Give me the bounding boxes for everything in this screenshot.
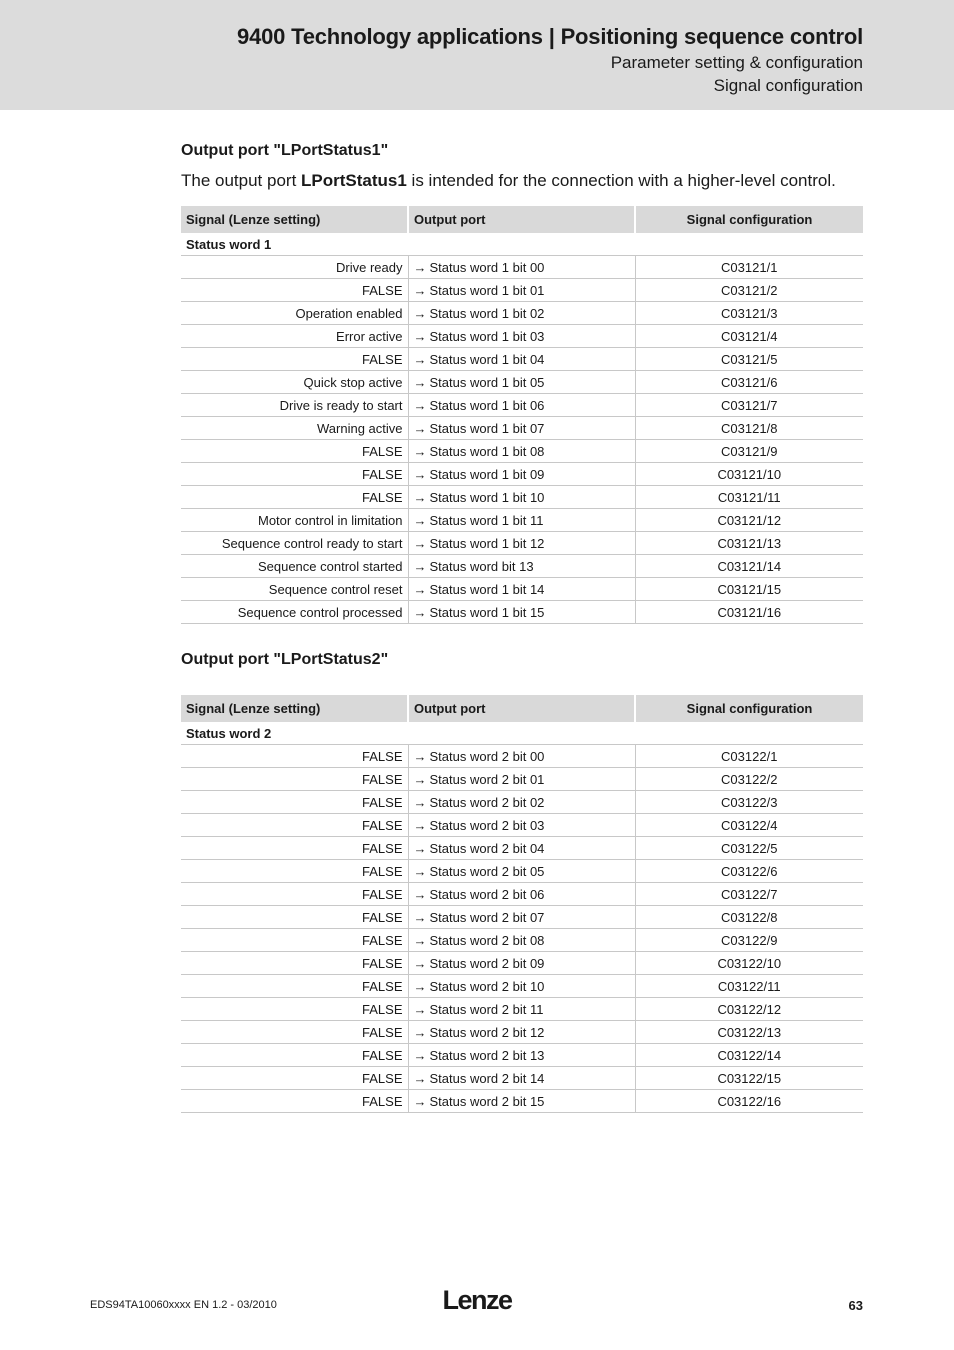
signal-cell: FALSE — [181, 1021, 408, 1044]
signal-configuration-cell: C03122/9 — [635, 929, 863, 952]
arrow-right-icon: → — [413, 748, 427, 764]
table-row — [181, 394, 863, 417]
arrow-right-icon: → — [413, 932, 427, 948]
table-group-row — [181, 722, 863, 745]
table-row — [181, 509, 863, 532]
output-port-label: Status word 1 bit 14 — [429, 581, 545, 597]
output-port-cell — [408, 906, 635, 929]
signal-cell: FALSE — [181, 348, 408, 371]
table-row — [181, 417, 863, 440]
signal-cell: Sequence control ready to start — [181, 532, 408, 555]
column-header-signal: Signal (Lenze setting) — [181, 695, 408, 722]
output-port-cell — [408, 998, 635, 1021]
table-row — [181, 1044, 863, 1067]
svg-text:Lenze: Lenze — [442, 1285, 512, 1315]
output-port-cell — [408, 325, 635, 348]
table-header-row — [181, 695, 863, 722]
output-port-label: Status word 2 bit 00 — [429, 748, 545, 764]
signal-cell: FALSE — [181, 768, 408, 791]
arrow-right-icon: → — [413, 817, 427, 833]
signal-cell: FALSE — [181, 906, 408, 929]
table-row — [181, 745, 863, 768]
table-row — [181, 348, 863, 371]
output-port-label: Status word 1 bit 10 — [429, 489, 545, 505]
output-port-cell — [408, 394, 635, 417]
signal-cell: FALSE — [181, 860, 408, 883]
signal-cell: FALSE — [181, 952, 408, 975]
signal-cell: Operation enabled — [181, 302, 408, 325]
signal-cell: Sequence control processed — [181, 601, 408, 624]
signal-configuration-cell: C03121/10 — [635, 463, 863, 486]
signal-table-status-word-2 — [181, 695, 863, 1113]
output-port-cell — [408, 509, 635, 532]
signal-configuration-cell: C03122/5 — [635, 837, 863, 860]
table-row — [181, 929, 863, 952]
page-number: 63 — [848, 1298, 863, 1313]
output-port-label: Status word 1 bit 11 — [429, 512, 544, 528]
signal-configuration-cell: C03122/16 — [635, 1090, 863, 1113]
arrow-right-icon: → — [413, 771, 427, 787]
signal-configuration-cell: C03122/15 — [635, 1067, 863, 1090]
signal-cell: FALSE — [181, 440, 408, 463]
output-port-cell — [408, 532, 635, 555]
column-header-signal-configuration: Signal configuration — [635, 695, 863, 722]
arrow-right-icon: → — [413, 535, 427, 551]
output-port-cell — [408, 578, 635, 601]
signal-cell: Error active — [181, 325, 408, 348]
signal-configuration-cell: C03121/1 — [635, 256, 863, 279]
arrow-right-icon: → — [413, 351, 427, 367]
output-port-cell — [408, 463, 635, 486]
output-port-label: Status word 2 bit 11 — [429, 1001, 544, 1017]
arrow-right-icon: → — [413, 886, 427, 902]
signal-cell: Drive ready — [181, 256, 408, 279]
signal-configuration-cell: C03121/11 — [635, 486, 863, 509]
arrow-right-icon: → — [413, 489, 427, 505]
output-port-label: Status word 1 bit 03 — [429, 328, 545, 344]
signal-configuration-cell: C03122/6 — [635, 860, 863, 883]
signal-cell: Drive is ready to start — [181, 394, 408, 417]
output-port-label: Status word 2 bit 03 — [429, 817, 545, 833]
output-port-cell — [408, 601, 635, 624]
signal-configuration-cell: C03121/13 — [635, 532, 863, 555]
signal-cell: Quick stop active — [181, 371, 408, 394]
signal-cell: FALSE — [181, 998, 408, 1021]
signal-cell: FALSE — [181, 1067, 408, 1090]
page-title: 9400 Technology applications | Positioning sequence control — [237, 24, 863, 49]
arrow-right-icon: → — [413, 397, 427, 413]
table-row — [181, 486, 863, 509]
output-port-label: Status word 1 bit 01 — [429, 282, 545, 298]
output-port-label: Status word 1 bit 05 — [429, 374, 545, 390]
signal-cell: FALSE — [181, 463, 408, 486]
arrow-right-icon: → — [413, 978, 427, 994]
signal-configuration-cell: C03122/2 — [635, 768, 863, 791]
output-port-label: Status word 1 bit 06 — [429, 397, 545, 413]
output-port-label: Status word 2 bit 15 — [429, 1093, 545, 1109]
arrow-right-icon: → — [413, 863, 427, 879]
table-row — [181, 768, 863, 791]
output-port-cell — [408, 837, 635, 860]
arrow-right-icon: → — [413, 794, 427, 810]
output-port-label: Status word 2 bit 06 — [429, 886, 545, 902]
output-port-cell — [408, 279, 635, 302]
signal-configuration-cell: C03122/1 — [635, 745, 863, 768]
output-port-label: Status word 1 bit 07 — [429, 420, 545, 436]
output-port-label: Status word 1 bit 09 — [429, 466, 545, 482]
signal-cell: FALSE — [181, 1044, 408, 1067]
table-row — [181, 837, 863, 860]
arrow-right-icon: → — [413, 443, 427, 459]
arrow-right-icon: → — [413, 282, 427, 298]
table-row — [181, 601, 863, 624]
arrow-right-icon: → — [413, 955, 427, 971]
output-port-cell — [408, 1090, 635, 1113]
output-port-label: Status word 2 bit 12 — [429, 1024, 545, 1040]
table-row — [181, 256, 863, 279]
output-port-label: Status word 2 bit 01 — [429, 771, 545, 787]
signal-cell: FALSE — [181, 791, 408, 814]
breadcrumb-parameter-setting: Parameter setting & configuration — [610, 53, 863, 72]
signal-configuration-cell: C03121/2 — [635, 279, 863, 302]
output-port-cell — [408, 975, 635, 998]
table-row — [181, 532, 863, 555]
arrow-right-icon: → — [413, 305, 427, 321]
signal-configuration-cell: C03121/4 — [635, 325, 863, 348]
signal-configuration-cell: C03122/4 — [635, 814, 863, 837]
signal-cell: Motor control in limitation — [181, 509, 408, 532]
output-port-cell — [408, 417, 635, 440]
column-header-signal: Signal (Lenze setting) — [181, 206, 408, 233]
document-id: EDS94TA10060xxxx EN 1.2 - 03/2010 — [90, 1299, 277, 1311]
table-row — [181, 883, 863, 906]
arrow-right-icon: → — [413, 1070, 427, 1086]
signal-configuration-cell: C03122/11 — [635, 975, 863, 998]
signal-configuration-cell: C03122/3 — [635, 791, 863, 814]
lenze-logo — [437, 1285, 517, 1315]
table-row — [181, 906, 863, 929]
signal-cell: FALSE — [181, 929, 408, 952]
output-port-cell — [408, 440, 635, 463]
output-port-label: Status word 2 bit 05 — [429, 863, 545, 879]
output-port-cell — [408, 555, 635, 578]
table-row — [181, 791, 863, 814]
signal-cell: FALSE — [181, 1090, 408, 1113]
table-row — [181, 1090, 863, 1113]
signal-cell: FALSE — [181, 279, 408, 302]
section-title-lportstatus1: Output port "LPortStatus1" — [181, 142, 389, 159]
signal-configuration-cell: C03122/10 — [635, 952, 863, 975]
arrow-right-icon: → — [413, 604, 427, 620]
signal-configuration-cell: C03122/13 — [635, 1021, 863, 1044]
signal-configuration-cell: C03121/7 — [635, 394, 863, 417]
signal-cell: Warning active — [181, 417, 408, 440]
signal-table-status-word-1 — [181, 206, 863, 624]
output-port-cell — [408, 929, 635, 952]
output-port-cell — [408, 486, 635, 509]
column-header-signal-configuration: Signal configuration — [635, 206, 863, 233]
output-port-cell — [408, 256, 635, 279]
output-port-label: Status word 1 bit 00 — [429, 259, 545, 275]
table-row — [181, 952, 863, 975]
output-port-cell — [408, 952, 635, 975]
table-row — [181, 1021, 863, 1044]
signal-cell: FALSE — [181, 745, 408, 768]
table-group-row — [181, 233, 863, 256]
signal-configuration-cell: C03122/12 — [635, 998, 863, 1021]
arrow-right-icon: → — [413, 259, 427, 275]
table-row — [181, 440, 863, 463]
output-port-cell — [408, 791, 635, 814]
arrow-right-icon: → — [413, 1093, 427, 1109]
intro-prefix: The output port — [181, 171, 302, 190]
signal-configuration-cell: C03121/6 — [635, 371, 863, 394]
group-label: Status word 2 — [181, 722, 863, 745]
intro-suffix: is intended for the connection with a higher-level control. — [406, 171, 836, 190]
column-header-output-port: Output port — [408, 206, 635, 233]
table-row — [181, 975, 863, 998]
page-header — [0, 0, 954, 110]
arrow-right-icon: → — [413, 512, 427, 528]
output-port-label: Status word 1 bit 02 — [429, 305, 545, 321]
signal-cell: FALSE — [181, 814, 408, 837]
arrow-right-icon: → — [413, 420, 427, 436]
output-port-cell — [408, 745, 635, 768]
arrow-right-icon: → — [413, 581, 427, 597]
signal-configuration-cell: C03121/14 — [635, 555, 863, 578]
output-port-cell — [408, 768, 635, 791]
output-port-label: Status word 1 bit 08 — [429, 443, 545, 459]
output-port-label: Status word 2 bit 09 — [429, 955, 545, 971]
arrow-right-icon: → — [413, 466, 427, 482]
output-port-cell — [408, 348, 635, 371]
table-row — [181, 860, 863, 883]
intro-paragraph — [181, 171, 836, 191]
output-port-label: Status word 2 bit 04 — [429, 840, 545, 856]
output-port-label: Status word 1 bit 15 — [429, 604, 545, 620]
output-port-label: Status word 1 bit 12 — [429, 535, 545, 551]
signal-configuration-cell: C03121/9 — [635, 440, 863, 463]
output-port-label: Status word 2 bit 08 — [429, 932, 545, 948]
arrow-right-icon: → — [413, 1024, 427, 1040]
arrow-right-icon: → — [413, 558, 427, 574]
signal-cell: FALSE — [181, 486, 408, 509]
output-port-cell — [408, 883, 635, 906]
signal-configuration-cell: C03122/8 — [635, 906, 863, 929]
breadcrumb-signal-configuration: Signal configuration — [713, 76, 863, 95]
signal-configuration-cell: C03121/12 — [635, 509, 863, 532]
arrow-right-icon: → — [413, 909, 427, 925]
output-port-label: Status word bit 13 — [429, 558, 534, 574]
table-row — [181, 555, 863, 578]
signal-cell: Sequence control reset — [181, 578, 408, 601]
signal-configuration-cell: C03121/5 — [635, 348, 863, 371]
output-port-label: Status word 2 bit 14 — [429, 1070, 545, 1086]
output-port-label: Status word 2 bit 02 — [429, 794, 545, 810]
arrow-right-icon: → — [413, 374, 427, 390]
output-port-cell — [408, 1067, 635, 1090]
signal-configuration-cell: C03122/14 — [635, 1044, 863, 1067]
table-row — [181, 814, 863, 837]
signal-cell: FALSE — [181, 883, 408, 906]
table-row — [181, 371, 863, 394]
arrow-right-icon: → — [413, 328, 427, 344]
column-header-output-port: Output port — [408, 695, 635, 722]
section-title-lportstatus2: Output port "LPortStatus2" — [181, 651, 389, 668]
table-header-row — [181, 206, 863, 233]
output-port-label: Status word 2 bit 13 — [429, 1047, 545, 1063]
table-row — [181, 279, 863, 302]
intro-port-name: LPortStatus1 — [301, 171, 407, 190]
signal-cell: FALSE — [181, 975, 408, 998]
arrow-right-icon: → — [413, 1001, 427, 1017]
table-row — [181, 1067, 863, 1090]
table-row — [181, 463, 863, 486]
output-port-cell — [408, 860, 635, 883]
table-row — [181, 578, 863, 601]
group-label: Status word 1 — [181, 233, 863, 256]
output-port-cell — [408, 1021, 635, 1044]
table-row — [181, 302, 863, 325]
signal-cell: FALSE — [181, 837, 408, 860]
output-port-cell — [408, 302, 635, 325]
signal-cell: Sequence control started — [181, 555, 408, 578]
output-port-label: Status word 2 bit 10 — [429, 978, 545, 994]
signal-configuration-cell: C03121/16 — [635, 601, 863, 624]
output-port-cell — [408, 814, 635, 837]
arrow-right-icon: → — [413, 840, 427, 856]
signal-configuration-cell: C03121/3 — [635, 302, 863, 325]
output-port-label: Status word 2 bit 07 — [429, 909, 545, 925]
output-port-cell — [408, 371, 635, 394]
output-port-cell — [408, 1044, 635, 1067]
output-port-label: Status word 1 bit 04 — [429, 351, 545, 367]
signal-configuration-cell: C03121/8 — [635, 417, 863, 440]
signal-configuration-cell: C03121/15 — [635, 578, 863, 601]
table-row — [181, 998, 863, 1021]
arrow-right-icon: → — [413, 1047, 427, 1063]
table-row — [181, 325, 863, 348]
signal-configuration-cell: C03122/7 — [635, 883, 863, 906]
